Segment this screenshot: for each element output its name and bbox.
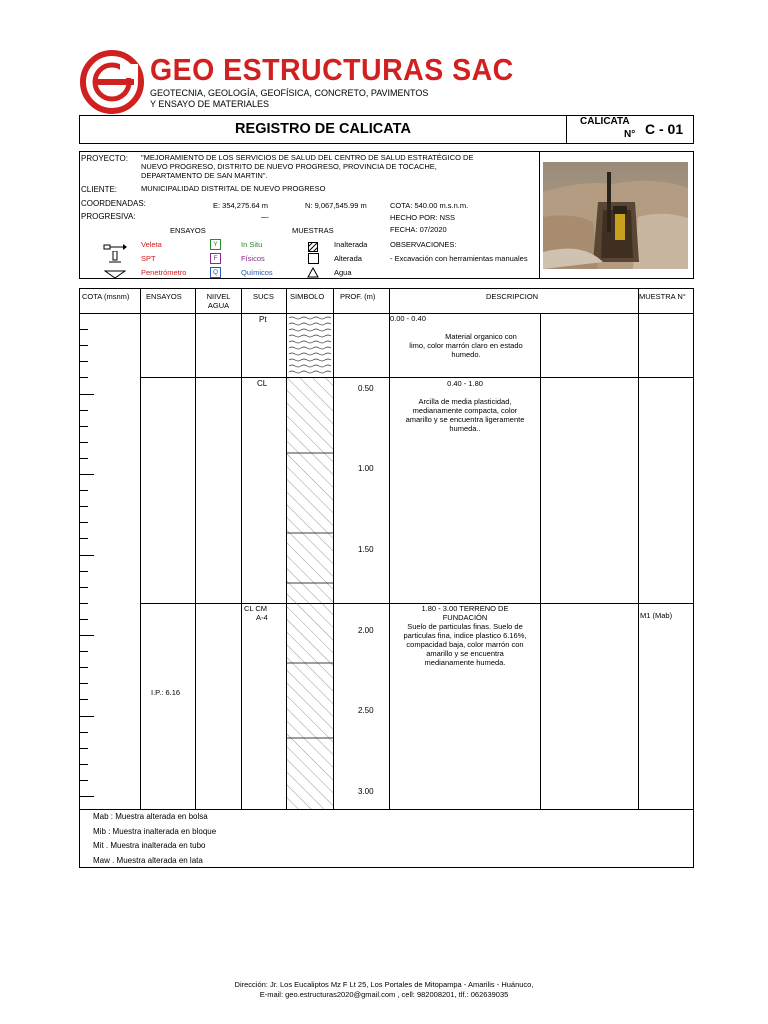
depth-label: 3.00 [358, 787, 374, 796]
cota-tick [80, 603, 88, 604]
cota-tick [80, 619, 88, 620]
footer-address: Dirección: Jr. Los Eucaliptos Mz F Lt 25, Los Portales de Mitopampa - Amarilis - Huánuco, [234, 980, 534, 989]
penetrometro-icon [104, 266, 126, 284]
legend-veleta: Veleta [141, 240, 162, 249]
legend-quimicos: Químicos [241, 268, 273, 277]
cliente-value: MUNICIPALIDAD DISTRITAL DE NUEVO PROGRESO [141, 184, 326, 193]
agua-icon [307, 265, 319, 283]
sucs-stratum-3-line2: A-4 [256, 613, 268, 622]
legend-inalterada: Inalterada [334, 240, 368, 249]
note-mib: Mib : Muestra inalterada en bloque [93, 826, 217, 836]
company-subtitle-line2: Y ENSAYO DE MATERIALES [150, 99, 270, 109]
cota-tick [80, 329, 88, 330]
cota-tick [80, 538, 88, 539]
quimicos-box-icon: Q [210, 267, 221, 278]
insitu-box-icon: Y [210, 239, 221, 250]
note-mab: Mab : Muestra alterada en bolsa [93, 812, 208, 821]
company-logo [80, 50, 144, 114]
header-agua: AGUA [207, 301, 230, 310]
desc-line: medianamente compacta, color [412, 406, 518, 415]
log-table [79, 288, 694, 868]
company-subtitle [150, 88, 428, 110]
symbol-clay [287, 378, 333, 809]
calicata-photo [543, 162, 688, 269]
header-muestra: MUESTRA N° [639, 292, 686, 301]
muestra-stratum-3: M1 (Mab) [640, 611, 673, 620]
desc-line: Arcilla de media plasticidad, [418, 397, 512, 406]
note-mit: Mit . Muestra inalterada en tubo [93, 841, 206, 850]
observaciones-label: OBSERVACIONES: [390, 240, 457, 249]
calicata-label: CALICATA [580, 116, 630, 127]
cota-tick [80, 667, 88, 668]
proyecto-line2: NUEVO PROGRESO, DISTRITO DE NUEVO PROGRESO, PROVINCIA DE TOCACHE, [141, 162, 437, 171]
sucs-stratum-1: Pt [259, 315, 267, 324]
cota-tick [80, 442, 88, 443]
observacion-1: - Excavación con herramientas manuales [390, 254, 528, 263]
header-prof: PROF. (m) [340, 292, 376, 301]
desc-line: particulas fina, indice plastico 6.16%, [403, 631, 527, 640]
range-stratum-2: 0.40 - 1.80 [447, 379, 483, 388]
numero-label: N° [624, 129, 636, 140]
proyecto-label: PROYECTO: [81, 154, 128, 163]
header-nivel-agua [196, 292, 241, 310]
header-descripcion: DESCRIPCION [486, 292, 539, 301]
coordenadas-label: COORDENADAS: [81, 199, 146, 208]
desc-line: amarillo y se encuentra [426, 649, 504, 658]
proyecto-line1: "MEJORAMIENTO DE LOS SERVICIOS DE SALUD DEL CENTRO DE SALUD ESTRATÉGICO DE [141, 153, 474, 162]
desc-stratum-1 [392, 332, 540, 359]
desc-line: medianamente humeda. [424, 658, 506, 667]
cota-tick [80, 377, 88, 378]
progresiva-value: — [261, 212, 269, 221]
ensayo-ip-value: I.P.: 6.16 [151, 688, 181, 697]
desc-line: compacidad baja, color marrón con [406, 640, 524, 649]
cota-tick [80, 587, 88, 588]
desc-line: limo, color marrón claro en estado [409, 341, 523, 350]
cota-tick [80, 699, 88, 700]
calicata-value: C - 01 [645, 121, 684, 137]
cota-tick [80, 635, 94, 636]
desc-stratum-2 [390, 397, 540, 433]
cota-tick [80, 764, 88, 765]
range-line: 1.80 - 3.00 TERRENO DE [421, 604, 509, 613]
legend-agua: Agua [334, 268, 352, 277]
proyecto-line3: DEPARTAMENTO DE SAN MARTIN". [141, 171, 268, 180]
depth-label: 0.50 [358, 384, 374, 393]
depth-label: 2.00 [358, 626, 374, 635]
cota-tick [80, 780, 88, 781]
fecha: FECHA: 07/2020 [390, 225, 447, 234]
footer-contact: E-mail: geo.estructuras2020@gmail.com , cell: 982008201, tlf.: 062639035 [259, 990, 509, 999]
desc-line: humeda.. [449, 424, 481, 433]
cota-tick [80, 394, 94, 395]
cota-tick [80, 474, 94, 475]
progresiva-label: PROGRESIVA: [81, 212, 136, 221]
legend-fisicos: Físicos [241, 254, 265, 263]
ensayos-label: ENSAYOS [170, 226, 206, 235]
desc-line: amarillo y se encuentra ligeramente [405, 415, 525, 424]
coord-norte: N: 9,067,545.99 m [305, 201, 367, 210]
cota-tick [80, 571, 88, 572]
sucs-stratum-3 [244, 604, 268, 622]
header-sucs: SUCS [253, 292, 274, 301]
cota-tick [80, 490, 88, 491]
cota-tick [80, 506, 88, 507]
range-stratum-1: 0.00 - 0.40 [390, 314, 426, 323]
page-title: REGISTRO DE CALICATA [235, 121, 411, 137]
depth-label: 1.00 [358, 464, 374, 473]
cota-tick [80, 732, 88, 733]
cota-tick [80, 651, 88, 652]
cota-tick [80, 426, 88, 427]
desc-stratum-3 [390, 622, 540, 667]
sample-notes [93, 810, 216, 868]
hecho-por: HECHO POR: NSS [390, 213, 456, 222]
header-simbolo: SIMBOLO [290, 292, 325, 301]
cota-tick [80, 796, 94, 797]
cota-tick [80, 361, 88, 362]
legend-insitu: In Situ [241, 240, 263, 249]
desc-line: Suelo de particulas finas. Suelo de [407, 622, 523, 631]
fisicos-box-icon: F [210, 253, 221, 264]
range-stratum-3 [390, 604, 540, 622]
depth-label: 2.50 [358, 706, 374, 715]
coord-este: E: 354,275.64 m [213, 201, 269, 210]
cota-tick [80, 458, 88, 459]
company-name: GEO ESTRUCTURAS SAC [150, 52, 514, 87]
cota-tick [80, 716, 94, 717]
cliente-label: CLIENTE: [81, 185, 118, 194]
muestras-label: MUESTRAS [292, 226, 334, 235]
legend-penetrometro: Penetrómetro [141, 268, 187, 277]
legend-spt: SPT [141, 254, 156, 263]
desc-line: Material organico con [445, 332, 517, 341]
cota-tick [80, 345, 88, 346]
cota-tick [80, 522, 88, 523]
depth-label: 1.50 [358, 545, 374, 554]
sucs-stratum-3-line1: CL CM [244, 604, 268, 613]
header-cota: COTA (msnm) [82, 292, 130, 301]
cota-tick [80, 555, 94, 556]
header-ensayos: ENSAYOS [146, 292, 182, 301]
company-subtitle-line1: GEOTECNIA, GEOLOGÍA, GEOFÍSICA, CONCRETO, PAVIMENTOS [150, 88, 429, 98]
sucs-stratum-2: CL [257, 379, 268, 388]
note-maw: Maw . Muestra alterada en lata [93, 855, 203, 865]
header-nivel: NIIVEL [206, 292, 231, 301]
legend-alterada: Alterada [334, 254, 362, 263]
symbol-pt [287, 314, 333, 377]
range-line: FUNDACIÓN [442, 613, 488, 622]
cota-tick [80, 683, 88, 684]
cota-tick [80, 410, 88, 411]
cota-value: COTA: 540.00 m.s.n.m. [390, 201, 469, 210]
alterada-icon [308, 253, 319, 264]
cota-tick [80, 748, 88, 749]
desc-line: humedo. [451, 350, 481, 359]
